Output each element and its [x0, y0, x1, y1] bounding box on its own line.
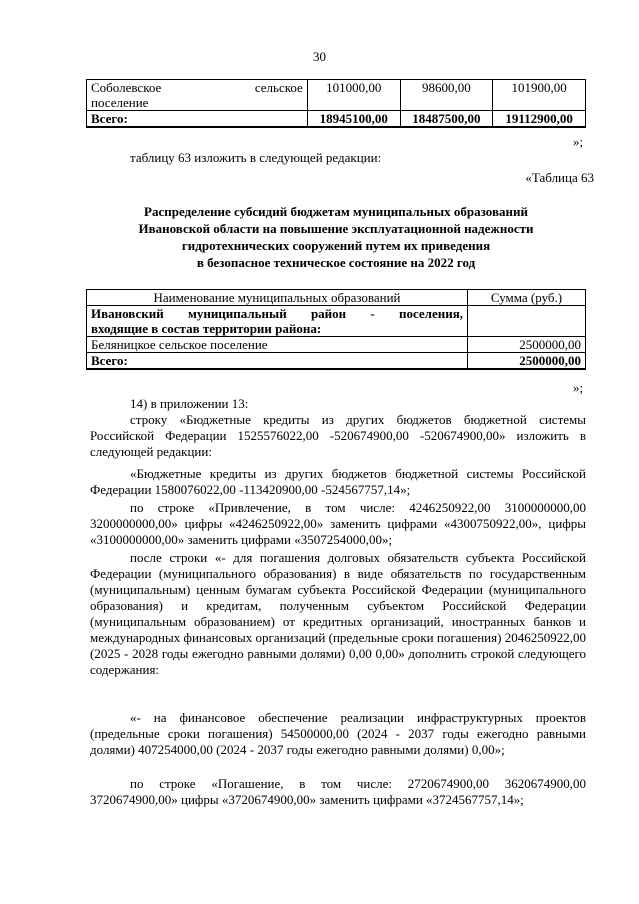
name-part: поселение [91, 95, 149, 110]
paragraph: по строке «Погашение, в том числе: 2720674900,00 3620674900,00 3720674900,00» цифры «3720674900,00» заменить цифрами «3724567757,14»; [90, 776, 586, 807]
table-cell-value: 98600,00 [400, 80, 493, 111]
table-cell-value [468, 306, 586, 337]
paragraph: по строке «Привлечение, в том числе: 4246250922,00 3100000000,00 3200000000,00» цифры «4246250922,00» заменить цифрами «4300750922,00», цифры «3100000000,00» заменить цифрами «3507254000,00»; [90, 500, 586, 547]
paragraph: «- на финансовое обеспечение реализации инфраструктурных проектов (предельные сроки погашения) 54500000,00 (2024 - 2037 годы ежегодно равными долями) 407254000,00 (2024 - 2037 годы ежегодно равными долями) 0,00»; [90, 710, 586, 757]
table-cell-value: 18945100,00 [307, 111, 400, 128]
table-cell-value: 101000,00 [307, 80, 400, 111]
column-header: Наименование муниципальных образований [87, 290, 468, 306]
table-header-row [87, 290, 586, 306]
column-header: Сумма (руб.) [468, 290, 586, 306]
heading-line: гидротехнических сооружений путем их приведения [181, 238, 491, 253]
paragraph: строку «Бюджетные кредиты из других бюджетов бюджетной системы Российской Федерации 1525576022,00 -520674900,00 -520674900,00» изложить в следующей редакции: [90, 412, 586, 459]
table-row [87, 80, 586, 111]
table-row-district [87, 306, 586, 337]
table-label: «Таблица 63 [525, 170, 594, 185]
closing-quote: »; [573, 380, 584, 395]
page-number: 30 [313, 49, 326, 64]
heading-line: Распределение субсидий бюджетам муниципальных образований [144, 204, 528, 219]
paragraph: «Бюджетные кредиты из других бюджетов бюджетной системы Российской Федерации 1580076022,00 -113420900,00 -524567757,14»; [90, 466, 586, 497]
name-part: сельское [254, 80, 303, 95]
district-line: входящие в состав территории района: [91, 321, 322, 336]
table-cell-value: 18487500,00 [400, 111, 493, 128]
district-line: Ивановский муниципальный район - поселения, [91, 306, 463, 321]
name-part: Соболевское [91, 80, 162, 95]
heading-line: Ивановской области на повышение эксплуатационной надежности [138, 221, 534, 236]
table-cell-name [87, 306, 468, 337]
table-cell-value: 2500000,00 [468, 353, 586, 370]
closing-quote: »; [573, 134, 584, 149]
intro-text: таблицу 63 изложить в следующей редакции: [130, 150, 382, 165]
table-cell-value: 2500000,00 [468, 337, 586, 353]
heading-line: в безопасное техническое состояние на 2022 год [196, 255, 476, 270]
table-cell-value: 101900,00 [493, 80, 586, 111]
table-cell-name: Всего: [87, 111, 308, 128]
table-row [87, 337, 586, 353]
paragraph: после строки «- для погашения долговых обязательств субъекта Российской Федерации (муниципального образования) в виде обязательств по государственным (муниципальным) ценным бумагам субъекта Российской Федерации (муниципального образования) и кредитам, полученным субъектом Российской Федерации (муниципальным образованием) от кредитных организаций, иностранных банков и международных финансовых организаций (предельные сроки погашения) 2046250922,00 (2025 - 2028 годы ежегодно равными долями) 0,00 0,00» дополнить строкой следующего содержания: [90, 550, 586, 677]
table-cell-name: Беляницкое сельское поселение [87, 337, 468, 353]
table-cell-name [87, 80, 308, 111]
table-cell-name: Всего: [87, 353, 468, 370]
table-heading [86, 203, 586, 271]
subsidy-table-63 [86, 289, 586, 370]
table-cell-value: 19112900,00 [493, 111, 586, 128]
table-row-total [87, 111, 586, 128]
subsidy-table-continued [86, 79, 586, 128]
paragraph: 14) в приложении 13: [130, 396, 249, 411]
table-row-total [87, 353, 586, 370]
